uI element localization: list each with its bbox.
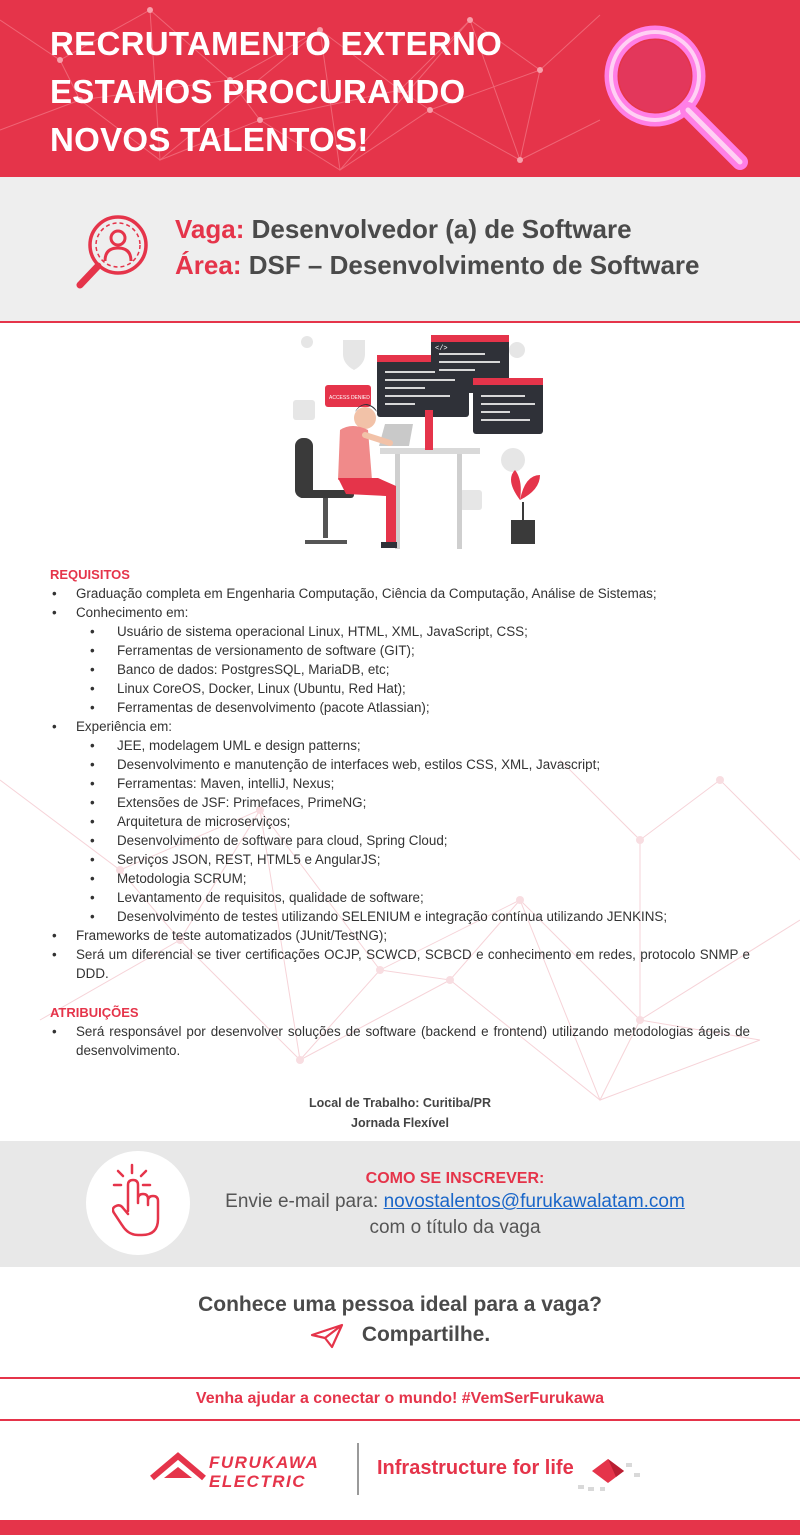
apply-title: COMO SE INSCREVER: bbox=[365, 1170, 545, 1187]
svg-text:</>: </> bbox=[435, 345, 448, 353]
job-title-line bbox=[175, 211, 700, 247]
paper-plane-icon bbox=[310, 1323, 344, 1349]
job-band bbox=[0, 177, 800, 323]
job-description bbox=[50, 565, 750, 1060]
list-item: • Arquitetura de microserviços; bbox=[90, 812, 750, 831]
list-item: • Ferramentas: Maven, intelliJ, Nexus; bbox=[90, 774, 750, 793]
atribuicoes-heading: ATRIBUIÇÕES bbox=[50, 1005, 139, 1020]
brand-line-2: ELECTRIC bbox=[209, 1472, 306, 1491]
area-label: Área: bbox=[175, 250, 242, 280]
list-item: • Usuário de sistema operacional Linux, HTML, XML, JavaScript, CSS; bbox=[90, 622, 750, 641]
list-item: • Graduação completa em Engenharia Computação, Ciência da Computação, Análise de Sistemas; bbox=[50, 584, 750, 603]
apply-text bbox=[195, 1169, 715, 1241]
list-item: • Extensões de JSF: Primefaces, PrimeNG; bbox=[90, 793, 750, 812]
list-item: • Serviços JSON, REST, HTML5 e AngularJS; bbox=[90, 850, 750, 869]
vaga-label: Vaga: bbox=[175, 214, 245, 244]
list-item: • JEE, modelagem UML e design patterns; bbox=[90, 736, 750, 755]
atribuicoes-list bbox=[50, 1022, 750, 1060]
apply-email-line bbox=[195, 1189, 715, 1215]
list-item: • Ferramentas de desenvolvimento (pacote Atlassian); bbox=[90, 698, 750, 717]
share-question: Conhece uma pessoa ideal para a vaga? bbox=[198, 1293, 602, 1316]
share-cta-line[interactable] bbox=[310, 1320, 490, 1350]
requisitos-heading: REQUISITOS bbox=[50, 567, 130, 582]
user-search-icon bbox=[74, 211, 154, 291]
work-location bbox=[0, 1093, 800, 1133]
apply-section bbox=[0, 1141, 800, 1267]
apply-email-link[interactable]: novostalentos@furukawalatam.com bbox=[383, 1191, 685, 1212]
work-schedule-line: Jornada Flexível bbox=[351, 1116, 449, 1130]
list-item: • Levantamento de requisitos, qualidade de software; bbox=[90, 888, 750, 907]
apply-email-prefix: Envie e-mail para: bbox=[225, 1191, 384, 1212]
apply-subject-line: com o título da vaga bbox=[369, 1217, 541, 1238]
work-location-line: Local de Trabalho: Curitiba/PR bbox=[309, 1096, 491, 1110]
slogan-bar: Venha ajudar a conectar o mundo! #VemSerFurukawa bbox=[0, 1377, 800, 1421]
brand-line-1: FURUKAWA bbox=[209, 1453, 320, 1472]
list-item bbox=[50, 603, 750, 717]
furukawa-logo-icon bbox=[150, 1452, 206, 1484]
shield-icon bbox=[343, 340, 365, 370]
hero-title bbox=[50, 20, 502, 164]
experiencia-sublist bbox=[90, 736, 750, 926]
share-section bbox=[0, 1290, 800, 1350]
list-item-label: Experiência em: bbox=[76, 719, 173, 734]
tap-hand-icon bbox=[112, 1163, 168, 1239]
hero-title-line-2: ESTAMOS PROCURANDO bbox=[50, 73, 466, 110]
list-item: • Será responsável por desenvolver soluções de software (backend e frontend) utilizando metodologias ágeis de desenvolvimento. bbox=[50, 1022, 750, 1060]
list-item: • Desenvolvimento e manutenção de interfaces web, estilos CSS, XML, Javascript; bbox=[90, 755, 750, 774]
list-item: • Ferramentas de versionamento de software (GIT); bbox=[90, 641, 750, 660]
vaga-value: Desenvolvedor (a) de Software bbox=[244, 214, 632, 244]
list-item-label: Conhecimento em: bbox=[76, 605, 189, 620]
job-area-line bbox=[175, 247, 700, 283]
hero-banner bbox=[0, 0, 800, 177]
lock-icon bbox=[293, 400, 315, 420]
developer-illustration bbox=[285, 330, 550, 555]
tagline: Infrastructure for life bbox=[377, 1457, 574, 1479]
hero-title-line-1: RECRUTAMENTO EXTERNO bbox=[50, 25, 503, 62]
hero-title-line-3: NOVOS TALENTOS! bbox=[50, 121, 369, 158]
magnifier-icon bbox=[590, 14, 760, 174]
list-item: • Banco de dados: PostgresSQL, MariaDB, etc; bbox=[90, 660, 750, 679]
list-item: • Frameworks de teste automatizados (JUnit/TestNG); bbox=[50, 926, 750, 945]
list-item: • Será um diferencial se tiver certificações OCJP, SCWCD, SCBCD e conhecimento em redes, protocolo SNMP e DDD. bbox=[50, 945, 750, 983]
share-cta: Compartilhe. bbox=[361, 1323, 491, 1346]
list-item: • Desenvolvimento de testes utilizando SELENIUM e integração contínua utilizando JENKINS; bbox=[90, 907, 750, 926]
list-item bbox=[50, 717, 750, 926]
list-item: • Desenvolvimento de software para cloud, Spring Cloud; bbox=[90, 831, 750, 850]
footer-divider bbox=[357, 1443, 359, 1495]
svg-text:ACCESS DENIED: ACCESS DENIED bbox=[329, 395, 370, 401]
list-item: • Metodologia SCRUM; bbox=[90, 869, 750, 888]
bottom-bar bbox=[0, 1520, 800, 1535]
job-info bbox=[175, 211, 700, 283]
conhecimento-sublist bbox=[90, 622, 750, 717]
brand-name bbox=[209, 1453, 319, 1491]
area-value: DSF – Desenvolvimento de Software bbox=[241, 250, 700, 280]
requisitos-list bbox=[50, 584, 750, 983]
tagline-decoration-icon bbox=[572, 1449, 652, 1495]
list-item: • Linux CoreOS, Docker, Linux (Ubuntu, Red Hat); bbox=[90, 679, 750, 698]
footer bbox=[0, 1421, 800, 1520]
